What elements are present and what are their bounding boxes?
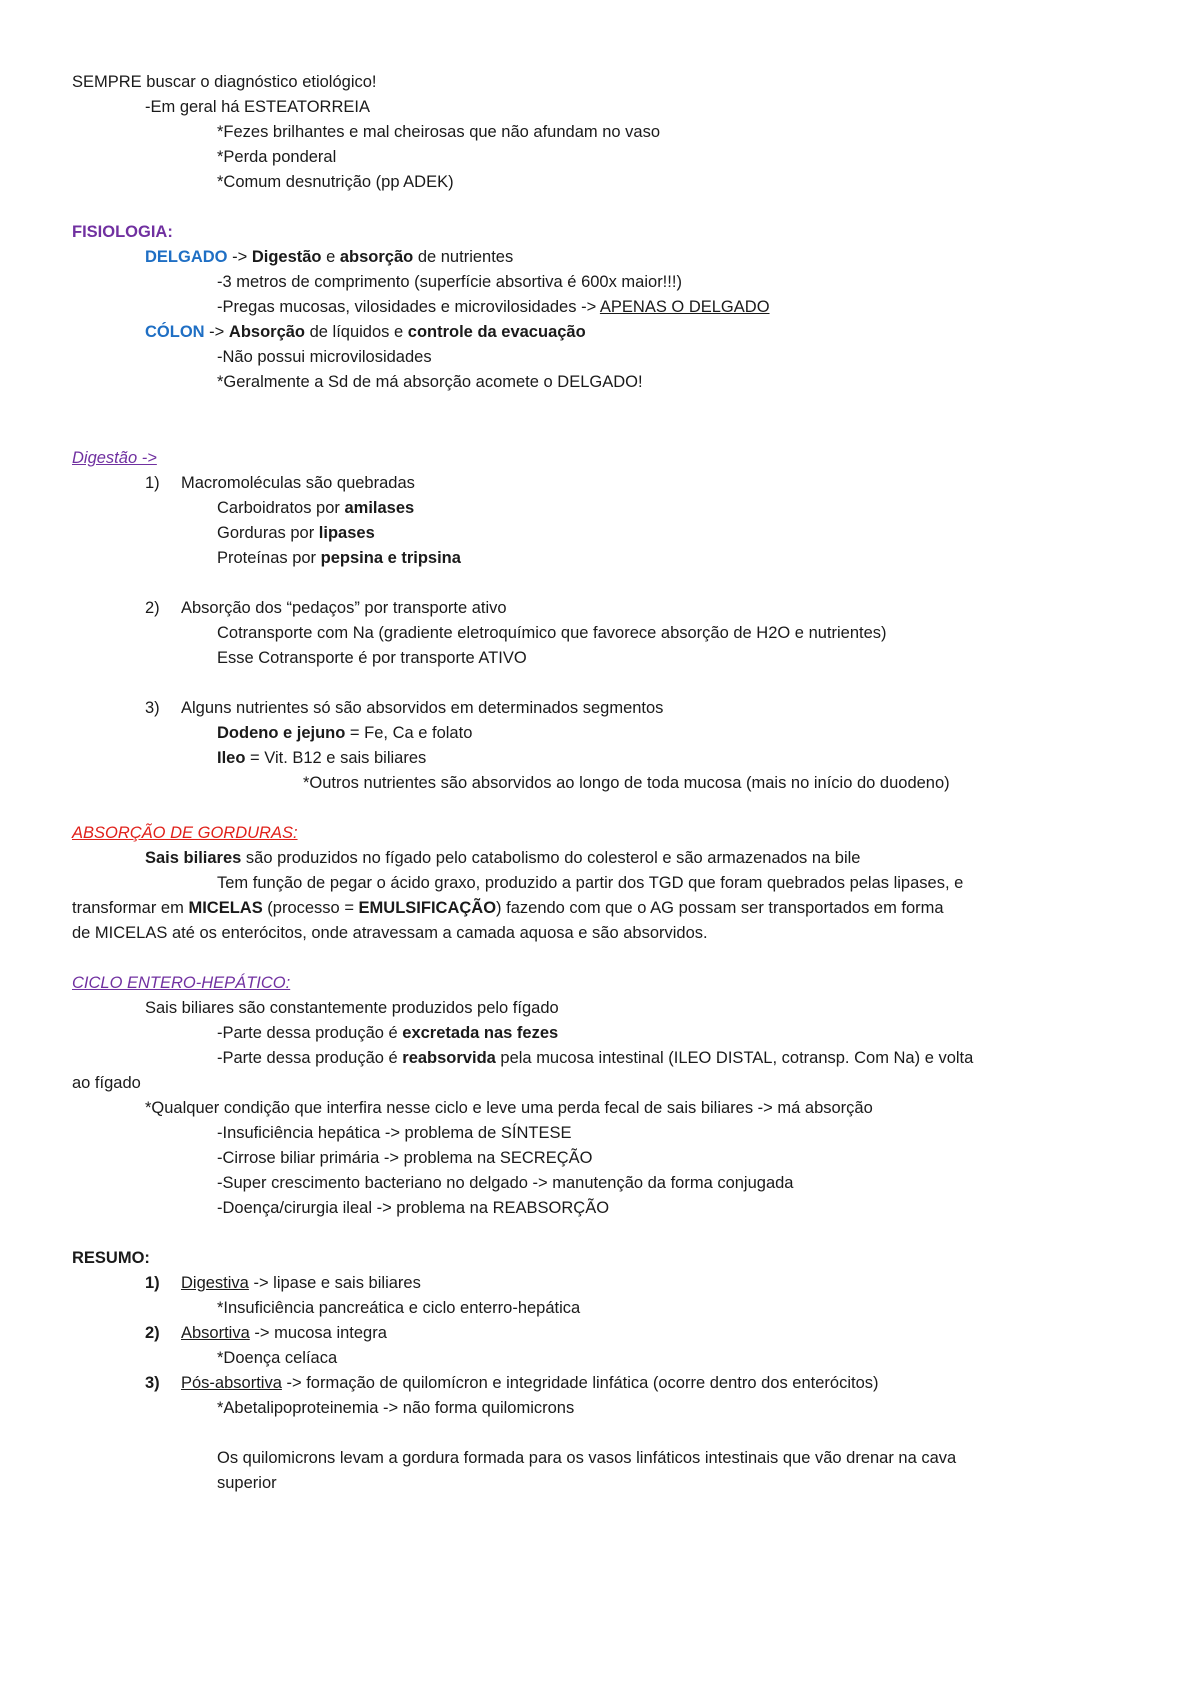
underlined-text: APENAS O DELGADO [599, 298, 770, 316]
gorduras-line-3 [72, 897, 944, 919]
plain-text: de líquidos e [305, 323, 408, 341]
ciclo-line-6: -Insuficiência hepática -> problema de SÍNTESE [217, 1124, 572, 1142]
bold-text: excretada nas fezes [402, 1024, 559, 1042]
bold-text: Sais biliares [145, 849, 242, 867]
list-number: 3) [145, 1374, 160, 1392]
gorduras-line-4: de MICELAS até os enterócitos, onde atravessam a camada aquosa e são absorvidos. [72, 924, 708, 942]
plain-text: -> formação de quilomícron e integridade linfática (ocorre dentro dos enterócitos) [281, 1374, 879, 1392]
list-number: 1) [145, 1274, 160, 1292]
ciclo-line-1: Sais biliares são constantemente produzidos pelo fígado [145, 999, 559, 1017]
colon-detail-1: -Não possui microvilosidades [217, 348, 432, 366]
bold-text: Ileo [217, 749, 246, 767]
underlined-text: Absortiva [181, 1324, 250, 1342]
bold-text: pepsina e tripsina [320, 549, 461, 567]
delgado-line [145, 246, 513, 268]
ciclo-line-2 [217, 1022, 558, 1044]
gorduras-line-2: Tem função de pegar o ácido graxo, produzido a partir dos TGD que foram quebrados pelas lipases, e [217, 874, 964, 892]
ciclo-line-8: -Super crescimento bacteriano no delgado -> manutenção da forma conjugada [217, 1174, 794, 1192]
plain-text: Carboidratos por [217, 499, 345, 517]
plain-text: -> mucosa integra [249, 1324, 387, 1342]
ciclo-line-9: -Doença/cirurgia ileal -> problema na REABSORÇÃO [217, 1199, 610, 1217]
list-subitem [217, 522, 375, 544]
intro-text: *Comum desnutrição (pp ADEK) [217, 173, 454, 191]
plain-text: Gorduras por [217, 524, 319, 542]
plain-text: pela mucosa intestinal (ILEO DISTAL, cotransp. Com Na) e volta [495, 1049, 974, 1067]
delgado-label: DELGADO [145, 248, 228, 266]
plain-text: transformar em [72, 899, 189, 917]
ciclo-line-5: *Qualquer condição que interfira nesse ciclo e leve uma perda fecal de sais biliares -> má absorção [145, 1099, 873, 1117]
ciclo-line-7: -Cirrose biliar primária -> problema na SECREÇÃO [217, 1149, 593, 1167]
gorduras-line-1 [145, 847, 860, 869]
plain-text: -Parte dessa produção é [217, 1024, 403, 1042]
intro-line-1 [72, 71, 377, 93]
list-item-text [181, 1272, 421, 1294]
plain-text: ) fazendo com que o AG possam ser transportados em forma [496, 899, 944, 917]
intro-line-3 [217, 121, 660, 143]
section-heading-gorduras: ABSORÇÃO DE GORDURAS: [72, 824, 298, 842]
colon-label: CÓLON [145, 323, 205, 341]
plain-text: são produzidos no fígado pelo catabolismo do colesterol e são armazenados na bile [241, 849, 861, 867]
bold-text: Digestão [251, 248, 322, 266]
section-heading-resumo: RESUMO: [72, 1249, 150, 1267]
intro-text: *Fezes brilhantes e mal cheirosas que não afundam no vaso [217, 123, 661, 141]
list-item-text: Macromoléculas são quebradas [181, 474, 415, 492]
plain-text: = Fe, Ca e folato [345, 724, 473, 742]
plain-text: e [321, 248, 340, 266]
list-subitem: Cotransporte com Na (gradiente eletroquímico que favorece absorção de H2O e nutrientes) [217, 624, 887, 642]
list-subitem [217, 747, 426, 769]
intro-line-4 [217, 146, 336, 168]
underlined-text: Digestiva [181, 1274, 249, 1292]
list-number: 2) [145, 599, 160, 617]
bold-text: EMULSIFICAÇÃO [358, 899, 497, 917]
delgado-detail-1: -3 metros de comprimento (superfície absortiva é 600x maior!!!) [217, 273, 682, 291]
bold-text: amilases [344, 499, 415, 517]
list-subitem: *Abetalipoproteinemia -> não forma quilomicrons [217, 1399, 575, 1417]
list-number: 2) [145, 1324, 160, 1342]
bold-text: Absorção [228, 323, 306, 341]
intro-text: *Perda ponderal [217, 148, 337, 166]
intro-text: -Em geral há ESTEATORREIA [145, 98, 370, 116]
arrow-text: -> [204, 323, 229, 341]
intro-line-5 [217, 171, 454, 193]
delgado-detail-2 [217, 296, 770, 318]
list-item-text: Absorção dos “pedaços” por transporte ativo [181, 599, 507, 617]
list-subitem [217, 722, 472, 744]
list-subitem [217, 547, 461, 569]
list-subnote: *Outros nutrientes são absorvidos ao longo de toda mucosa (mais no início do duodeno) [303, 774, 950, 792]
list-subitem: *Insuficiência pancreática e ciclo enterro-hepática [217, 1299, 581, 1317]
ciclo-line-4: ao fígado [72, 1074, 141, 1092]
resumo-paragraph-line-1: Os quilomicrons levam a gordura formada para os vasos linfáticos intestinais que vão drenar na cava [217, 1449, 957, 1467]
list-item-text: Alguns nutrientes só são absorvidos em determinados segmentos [181, 699, 664, 717]
ciclo-line-3 [217, 1047, 973, 1069]
list-item-text [181, 1372, 879, 1394]
section-heading-fisiologia: FISIOLOGIA: [72, 223, 173, 241]
list-subitem: *Doença celíaca [217, 1349, 338, 1367]
bold-text: reabsorvida [402, 1049, 496, 1067]
bold-text: absorção [339, 248, 414, 266]
bold-text: lipases [318, 524, 375, 542]
list-subitem [217, 497, 414, 519]
intro-text: SEMPRE buscar o diagnóstico etiológico! [72, 73, 377, 91]
bold-text: MICELAS [188, 899, 263, 917]
colon-line [145, 321, 586, 343]
plain-text: -> lipase e sais biliares [248, 1274, 421, 1292]
arrow-text: -> [227, 248, 252, 266]
plain-text: = Vit. B12 e sais biliares [245, 749, 427, 767]
plain-text: -Pregas mucosas, vilosidades e microvilosidades -> [217, 298, 600, 316]
colon-detail-2: *Geralmente a Sd de má absorção acomete o DELGADO! [217, 373, 643, 391]
list-subitem: Esse Cotransporte é por transporte ATIVO [217, 649, 527, 667]
list-number: 1) [145, 474, 160, 492]
underlined-text: Pós-absortiva [181, 1374, 282, 1392]
section-heading-ciclo: CICLO ENTERO-HEPÁTICO: [72, 974, 291, 992]
plain-text: -Parte dessa produção é [217, 1049, 403, 1067]
plain-text: Proteínas por [217, 549, 321, 567]
section-heading-digestao: Digestão -> [72, 449, 157, 467]
list-number: 3) [145, 699, 160, 717]
bold-text: controle da evacuação [407, 323, 586, 341]
plain-text: (processo = [262, 899, 359, 917]
bold-text: Dodeno e jejuno [217, 724, 346, 742]
intro-line-2 [145, 96, 370, 118]
resumo-paragraph-line-2: superior [217, 1474, 277, 1492]
list-item-text [181, 1322, 387, 1344]
plain-text: de nutrientes [413, 248, 514, 266]
